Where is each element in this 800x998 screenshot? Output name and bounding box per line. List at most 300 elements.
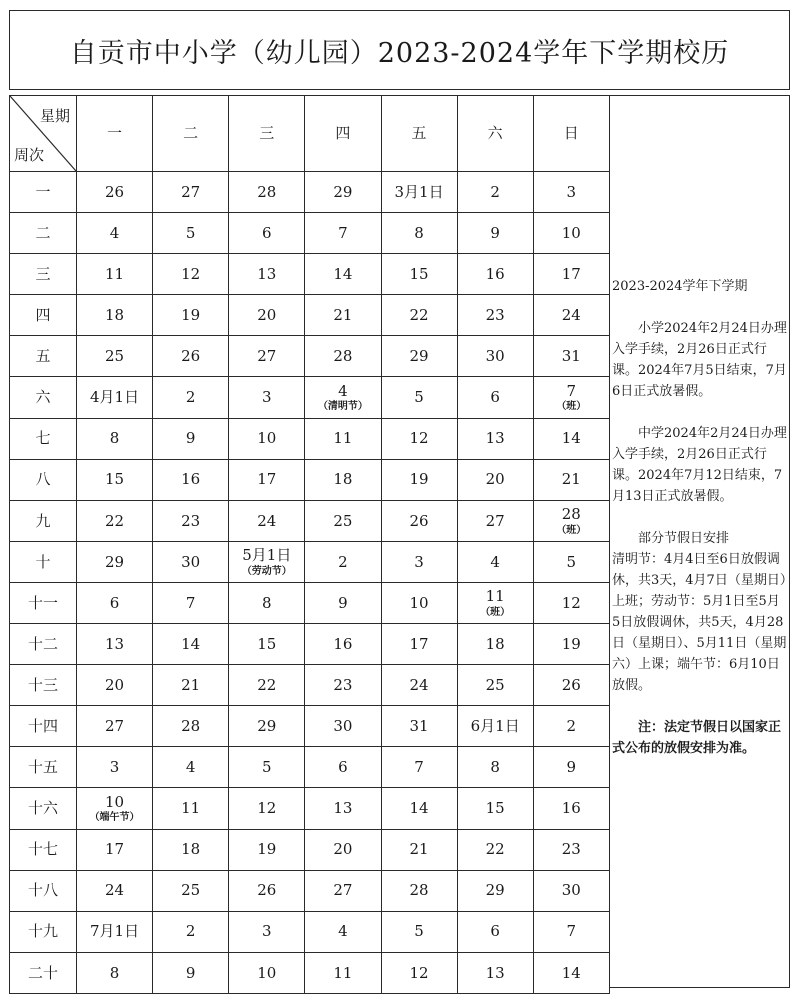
week-row [10, 870, 610, 911]
date-value: 7 [414, 758, 424, 777]
date-value: 13 [105, 634, 125, 653]
date-cell [77, 665, 153, 706]
week-label: 十一 [10, 582, 77, 623]
date-value: 21 [409, 840, 429, 859]
date-cell [533, 665, 609, 706]
date-value: 24 [409, 675, 429, 694]
week-row [10, 336, 610, 377]
date-cell [77, 747, 153, 788]
day-header: 五 [381, 96, 457, 172]
date-cell [77, 336, 153, 377]
date-value: 2 [566, 717, 577, 736]
date-value: 4月1日 [90, 388, 140, 407]
date-cell [229, 295, 305, 336]
date-cell [381, 911, 457, 952]
week-label: 二十 [10, 952, 77, 993]
date-value: 7月1日 [90, 922, 140, 941]
date-cell [305, 788, 381, 829]
date-value: 9 [185, 963, 196, 982]
date-cell [305, 418, 381, 459]
date-value: 4 [490, 552, 500, 571]
date-cell [457, 459, 533, 500]
date-cell [533, 541, 609, 582]
date-value: 25 [485, 675, 505, 694]
day-header: 日 [533, 96, 609, 172]
date-value: 2 [185, 388, 196, 407]
week-label: 十二 [10, 624, 77, 665]
page-title: 自贡市中小学（幼儿园）2023-2024学年下学期校历 [69, 37, 730, 69]
date-value: 19 [409, 470, 429, 489]
date-cell [229, 747, 305, 788]
date-value: 5 [262, 758, 272, 777]
date-cell [229, 911, 305, 952]
date-cell [153, 911, 229, 952]
date-value: 28 [561, 505, 581, 524]
date-cell [77, 172, 153, 213]
date-cell [153, 747, 229, 788]
date-cell [381, 582, 457, 623]
date-value: 26 [409, 511, 429, 530]
date-value: 27 [105, 717, 125, 736]
date-value: 2 [338, 552, 348, 571]
date-value: 27 [333, 881, 353, 900]
date-cell [457, 911, 533, 952]
date-value: 17 [409, 634, 429, 653]
date-cell [77, 706, 153, 747]
date-value: 21 [181, 675, 201, 694]
date-cell [229, 418, 305, 459]
date-cell [153, 665, 229, 706]
date-value: 11 [181, 799, 201, 818]
date-cell [533, 870, 609, 911]
date-cell [153, 624, 229, 665]
date-value: 15 [257, 634, 277, 653]
week-label: 八 [10, 459, 77, 500]
week-label: 七 [10, 418, 77, 459]
date-value: 14 [561, 963, 581, 982]
date-value: 23 [181, 511, 201, 530]
date-value: 20 [485, 470, 505, 489]
holiday-info: 清明节：4月4日至6日放假调休，共3天，4月7日（星期日）上班；劳动节：5月1日至5月5日放假调休，共5天，4月28日（星期日）、5月11日（星期六）上课；端午节：6月10日放假。 [612, 552, 787, 693]
date-value: 5 [566, 552, 577, 571]
date-value: 29 [333, 182, 353, 201]
date-value: 31 [409, 717, 429, 736]
date-value: 25 [181, 881, 201, 900]
date-cell [381, 377, 457, 418]
date-cell [381, 829, 457, 870]
date-value: 18 [105, 306, 125, 325]
date-value: 7 [566, 381, 577, 400]
date-value: 5 [414, 922, 424, 941]
date-value: 28 [333, 347, 353, 366]
date-cell [533, 459, 609, 500]
week-row [10, 377, 610, 418]
date-value: 4 [185, 758, 196, 777]
date-value: 13 [257, 264, 277, 283]
week-row [10, 706, 610, 747]
date-value: 18 [181, 840, 201, 859]
date-cell [77, 254, 153, 295]
date-cell [153, 418, 229, 459]
date-cell [153, 459, 229, 500]
date-value: 15 [105, 470, 125, 489]
date-value: 2 [490, 182, 500, 201]
week-row [10, 624, 610, 665]
date-value: 21 [561, 470, 581, 489]
date-value: 17 [561, 264, 581, 283]
date-cell [381, 500, 457, 541]
corner-weekday-label: 星期 [39, 107, 70, 125]
date-value: 9 [338, 593, 348, 612]
date-value: 14 [181, 634, 201, 653]
date-cell [381, 788, 457, 829]
week-label: 二 [10, 213, 77, 254]
date-cell [457, 870, 533, 911]
date-value: 14 [561, 429, 581, 448]
calendar-body [10, 172, 610, 994]
date-value: 3 [414, 552, 424, 571]
date-cell [381, 295, 457, 336]
date-value: 7 [185, 593, 196, 612]
date-cell [533, 254, 609, 295]
date-cell [77, 911, 153, 952]
date-value: 20 [105, 675, 125, 694]
date-value: 22 [257, 675, 277, 694]
date-value: 7 [566, 922, 577, 941]
date-cell [533, 582, 609, 623]
date-cell [229, 377, 305, 418]
date-cell [153, 295, 229, 336]
date-cell [457, 706, 533, 747]
date-value: 4 [109, 223, 120, 242]
date-value: 16 [485, 264, 505, 283]
week-row [10, 213, 610, 254]
date-value: 23 [485, 306, 505, 325]
date-value: 3 [262, 388, 272, 407]
date-value: 9 [566, 758, 577, 777]
date-value: 16 [561, 799, 581, 818]
date-value: 3月1日 [394, 182, 444, 201]
date-cell [229, 500, 305, 541]
date-value: 11 [485, 587, 505, 606]
date-value: 28 [409, 881, 429, 900]
date-cell [305, 665, 381, 706]
week-row [10, 747, 610, 788]
week-row [10, 665, 610, 706]
week-row [10, 541, 610, 582]
date-value: 10 [409, 593, 429, 612]
date-value: 15 [485, 799, 505, 818]
date-value: 22 [485, 840, 505, 859]
date-value: 13 [485, 963, 505, 982]
date-value: 6月1日 [470, 717, 520, 736]
date-cell [533, 624, 609, 665]
date-value: 13 [485, 429, 505, 448]
date-value: 31 [561, 347, 581, 366]
date-value: 16 [333, 634, 353, 653]
date-value: 12 [561, 593, 581, 612]
date-value: 11 [105, 264, 125, 283]
date-value: 10 [257, 429, 277, 448]
date-cell [153, 952, 229, 993]
footnote: 注：法定节假日以国家正式公布的放假安排为准。 [612, 720, 782, 756]
date-value: 29 [257, 717, 277, 736]
date-cell [77, 213, 153, 254]
info-panel [609, 95, 790, 988]
week-label: 十五 [10, 747, 77, 788]
corner-week-label: 周次 [14, 145, 45, 164]
calendar-table [9, 95, 610, 994]
date-note: （端午节） [89, 812, 140, 824]
day-header: 三 [229, 96, 305, 172]
date-cell [153, 788, 229, 829]
date-cell [381, 747, 457, 788]
date-cell [229, 541, 305, 582]
date-value: 11 [333, 963, 353, 982]
date-value: 8 [109, 963, 120, 982]
week-row [10, 788, 610, 829]
date-value: 19 [257, 840, 277, 859]
date-cell [381, 665, 457, 706]
date-value: 21 [333, 306, 353, 325]
date-cell [77, 295, 153, 336]
date-cell [533, 747, 609, 788]
week-label: 十八 [10, 870, 77, 911]
middle-school-info: 中学2024年2月24日办理入学手续，2月26日正式行课。2024年7月12日结束，7月13日正式放暑假。 [612, 426, 787, 504]
date-value: 5 [185, 223, 196, 242]
date-cell [457, 541, 533, 582]
date-value: 6 [490, 388, 500, 407]
week-row [10, 172, 610, 213]
date-value: 10 [105, 792, 125, 811]
week-label: 六 [10, 377, 77, 418]
date-value: 24 [257, 511, 277, 530]
date-note: （班） [556, 401, 587, 413]
date-value: 22 [409, 306, 429, 325]
date-cell [457, 500, 533, 541]
date-cell [457, 172, 533, 213]
date-cell [229, 788, 305, 829]
day-header: 四 [305, 96, 381, 172]
date-value: 29 [409, 347, 429, 366]
week-label: 一 [10, 172, 77, 213]
date-cell [533, 829, 609, 870]
date-value: 30 [333, 717, 353, 736]
date-cell [77, 459, 153, 500]
date-cell [305, 500, 381, 541]
date-cell [305, 870, 381, 911]
date-cell [533, 336, 609, 377]
week-row [10, 829, 610, 870]
date-value: 6 [490, 922, 500, 941]
date-value: 30 [485, 347, 505, 366]
title-box [9, 10, 790, 90]
date-cell [533, 418, 609, 459]
date-cell [457, 336, 533, 377]
date-cell [305, 336, 381, 377]
date-value: 12 [409, 963, 429, 982]
date-cell [77, 377, 153, 418]
date-cell [381, 254, 457, 295]
date-value: 3 [566, 182, 577, 201]
header-row [10, 96, 610, 172]
date-cell [305, 582, 381, 623]
date-value: 28 [181, 717, 201, 736]
date-value: 8 [109, 429, 120, 448]
holiday-title: 部分节假日安排 [638, 531, 730, 546]
date-note: （清明节） [317, 401, 368, 413]
date-value: 4 [338, 922, 348, 941]
date-cell [305, 829, 381, 870]
date-cell [153, 377, 229, 418]
week-label: 四 [10, 295, 77, 336]
date-cell [457, 295, 533, 336]
week-row [10, 254, 610, 295]
date-value: 25 [105, 347, 125, 366]
date-value: 26 [257, 881, 277, 900]
date-value: 6 [109, 593, 120, 612]
date-cell [229, 870, 305, 911]
week-label: 十九 [10, 911, 77, 952]
date-cell [153, 870, 229, 911]
week-row [10, 459, 610, 500]
date-cell [153, 541, 229, 582]
date-cell [229, 172, 305, 213]
date-cell [77, 624, 153, 665]
date-cell [381, 541, 457, 582]
date-cell [153, 172, 229, 213]
week-row [10, 295, 610, 336]
date-cell [229, 952, 305, 993]
date-value: 27 [181, 182, 201, 201]
date-cell [153, 254, 229, 295]
date-value: 11 [333, 429, 353, 448]
date-cell [77, 788, 153, 829]
date-cell [381, 172, 457, 213]
date-cell [381, 870, 457, 911]
date-value: 3 [262, 922, 272, 941]
day-header: 二 [153, 96, 229, 172]
date-cell [77, 500, 153, 541]
date-cell [381, 624, 457, 665]
date-value: 15 [409, 264, 429, 283]
date-value: 12 [409, 429, 429, 448]
date-value: 12 [257, 799, 277, 818]
primary-school-info: 小学2024年2月24日办理入学手续，2月26日正式行课。2024年7月5日结束，7月6日正式放暑假。 [612, 321, 787, 399]
date-value: 22 [105, 511, 125, 530]
date-value: 18 [485, 634, 505, 653]
week-row [10, 911, 610, 952]
date-cell [153, 336, 229, 377]
date-cell [381, 213, 457, 254]
date-value: 29 [485, 881, 505, 900]
date-cell [305, 459, 381, 500]
date-value: 19 [181, 306, 201, 325]
date-cell [229, 829, 305, 870]
date-value: 26 [181, 347, 201, 366]
date-value: 9 [490, 223, 500, 242]
date-value: 5 [414, 388, 424, 407]
date-cell [457, 624, 533, 665]
date-cell [229, 336, 305, 377]
date-cell [229, 213, 305, 254]
date-cell [229, 582, 305, 623]
week-row [10, 500, 610, 541]
semester-heading: 2023-2024学年下学期 [612, 279, 748, 294]
day-header: 一 [77, 96, 153, 172]
date-cell [305, 747, 381, 788]
date-cell [153, 829, 229, 870]
date-cell [305, 254, 381, 295]
date-value: 26 [561, 675, 581, 694]
date-value: 6 [262, 223, 272, 242]
date-value: 28 [257, 182, 277, 201]
date-cell [153, 706, 229, 747]
date-value: 19 [561, 634, 581, 653]
date-cell [305, 706, 381, 747]
date-cell [77, 541, 153, 582]
date-value: 8 [414, 223, 424, 242]
date-cell [305, 172, 381, 213]
date-note: （班） [480, 606, 511, 618]
day-header: 六 [457, 96, 533, 172]
date-cell [457, 829, 533, 870]
corner-cell [10, 96, 77, 172]
date-cell [305, 295, 381, 336]
date-value: 27 [485, 511, 505, 530]
date-cell [457, 788, 533, 829]
date-note: （班） [556, 524, 587, 536]
date-cell [533, 952, 609, 993]
info-text [612, 276, 788, 759]
week-label: 十三 [10, 665, 77, 706]
week-label: 九 [10, 500, 77, 541]
week-row [10, 418, 610, 459]
date-cell [533, 295, 609, 336]
date-cell [533, 377, 609, 418]
date-cell [381, 952, 457, 993]
date-value: 6 [338, 758, 348, 777]
date-cell [229, 459, 305, 500]
date-value: 27 [257, 347, 277, 366]
date-cell [305, 952, 381, 993]
date-cell [457, 254, 533, 295]
date-value: 14 [333, 264, 353, 283]
date-cell [457, 582, 533, 623]
date-cell [229, 706, 305, 747]
week-row [10, 582, 610, 623]
date-cell [533, 213, 609, 254]
date-cell [153, 582, 229, 623]
date-value: 23 [561, 840, 581, 859]
date-cell [77, 582, 153, 623]
date-cell [77, 870, 153, 911]
date-cell [533, 500, 609, 541]
date-cell [457, 747, 533, 788]
date-value: 25 [333, 511, 353, 530]
date-cell [153, 500, 229, 541]
date-value: 7 [338, 223, 348, 242]
date-cell [153, 213, 229, 254]
week-label: 十六 [10, 788, 77, 829]
date-value: 10 [257, 963, 277, 982]
date-cell [305, 213, 381, 254]
date-cell [457, 952, 533, 993]
date-value: 24 [105, 881, 125, 900]
date-cell [457, 665, 533, 706]
date-value: 18 [333, 470, 353, 489]
date-value: 20 [333, 840, 353, 859]
